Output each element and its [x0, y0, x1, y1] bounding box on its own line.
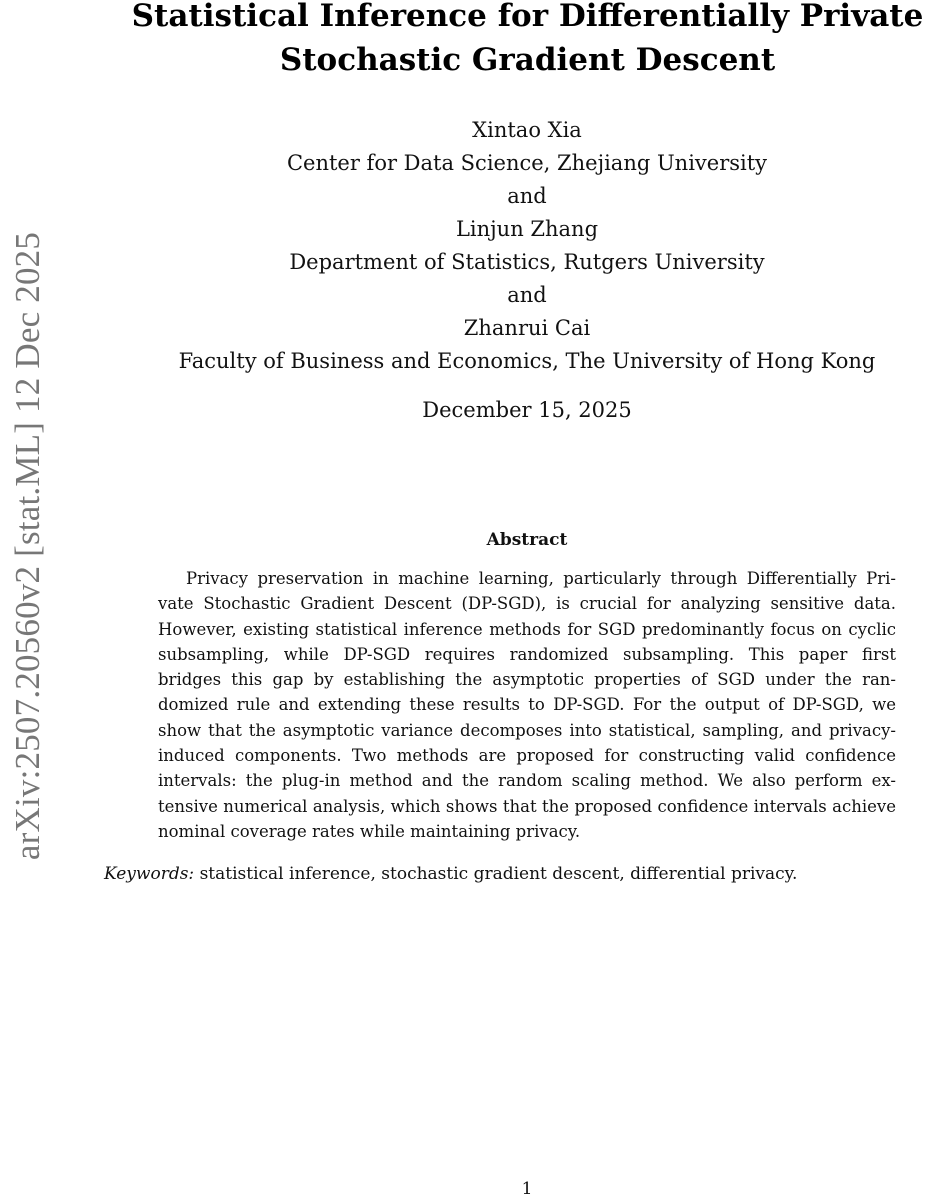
arxiv-identifier-text: arXiv:2507.20560v2 [stat.ML] 12 Dec 2025: [8, 231, 47, 861]
abstract-line: nominal coverage rates while maintaining privacy.: [158, 821, 581, 841]
author-name: Zhanrui Cai: [463, 316, 591, 340]
abstract-heading: Abstract: [486, 530, 568, 550]
author-separator: and: [507, 184, 547, 208]
paper-title: [100, 0, 949, 82]
author-name: Linjun Zhang: [455, 217, 599, 241]
abstract-line: However, existing statistical inference methods for SGD predominantly focus on cyclic: [158, 619, 896, 639]
abstract-line: Privacy preservation in machine learning, particularly through Differentially Pri-: [186, 569, 896, 588]
author-separator: and: [507, 283, 547, 307]
abstract-line: subsampling, while DP-SGD requires randomized subsampling. This paper first: [158, 644, 896, 664]
author-affiliation: Department of Statistics, Rutgers University: [289, 250, 765, 274]
keywords: [104, 861, 949, 887]
abstract-body: [158, 566, 896, 844]
keywords-text: statistical inference, stochastic gradient descent, differential privacy.: [199, 864, 798, 884]
author-block: [104, 114, 949, 378]
paper-title-line: Stochastic Gradient Descent: [279, 42, 776, 78]
abstract-line: domized rule and extending these results to DP-SGD. For the output of DP-SGD, we: [158, 695, 896, 715]
page-number: 1: [521, 1179, 533, 1199]
paper-title-line: Statistical Inference for Differentially Private: [131, 0, 924, 34]
abstract-line: bridges this gap by establishing the asymptotic properties of SGD under the ran-: [158, 670, 896, 690]
author-affiliation: Faculty of Business and Economics, The University of Hong Kong: [178, 349, 876, 373]
author-affiliation: Center for Data Science, Zhejiang University: [286, 151, 768, 175]
paper-date: December 15, 2025: [422, 398, 632, 422]
abstract-line: induced components. Two methods are proposed for constructing valid confidence: [158, 746, 896, 766]
keywords-label: Keywords:: [104, 864, 195, 884]
abstract-line: vate Stochastic Gradient Descent (DP-SGD), is crucial for analyzing sensitive data.: [158, 594, 896, 614]
abstract-line: tensive numerical analysis, which shows that the proposed confidence intervals achieve: [158, 796, 896, 816]
abstract-line: intervals: the plug-in method and the random scaling method. We also perform ex-: [158, 771, 896, 791]
abstract-line: show that the asymptotic variance decomposes into statistical, sampling, and privacy-: [158, 720, 896, 740]
author-name: Xintao Xia: [472, 118, 582, 142]
